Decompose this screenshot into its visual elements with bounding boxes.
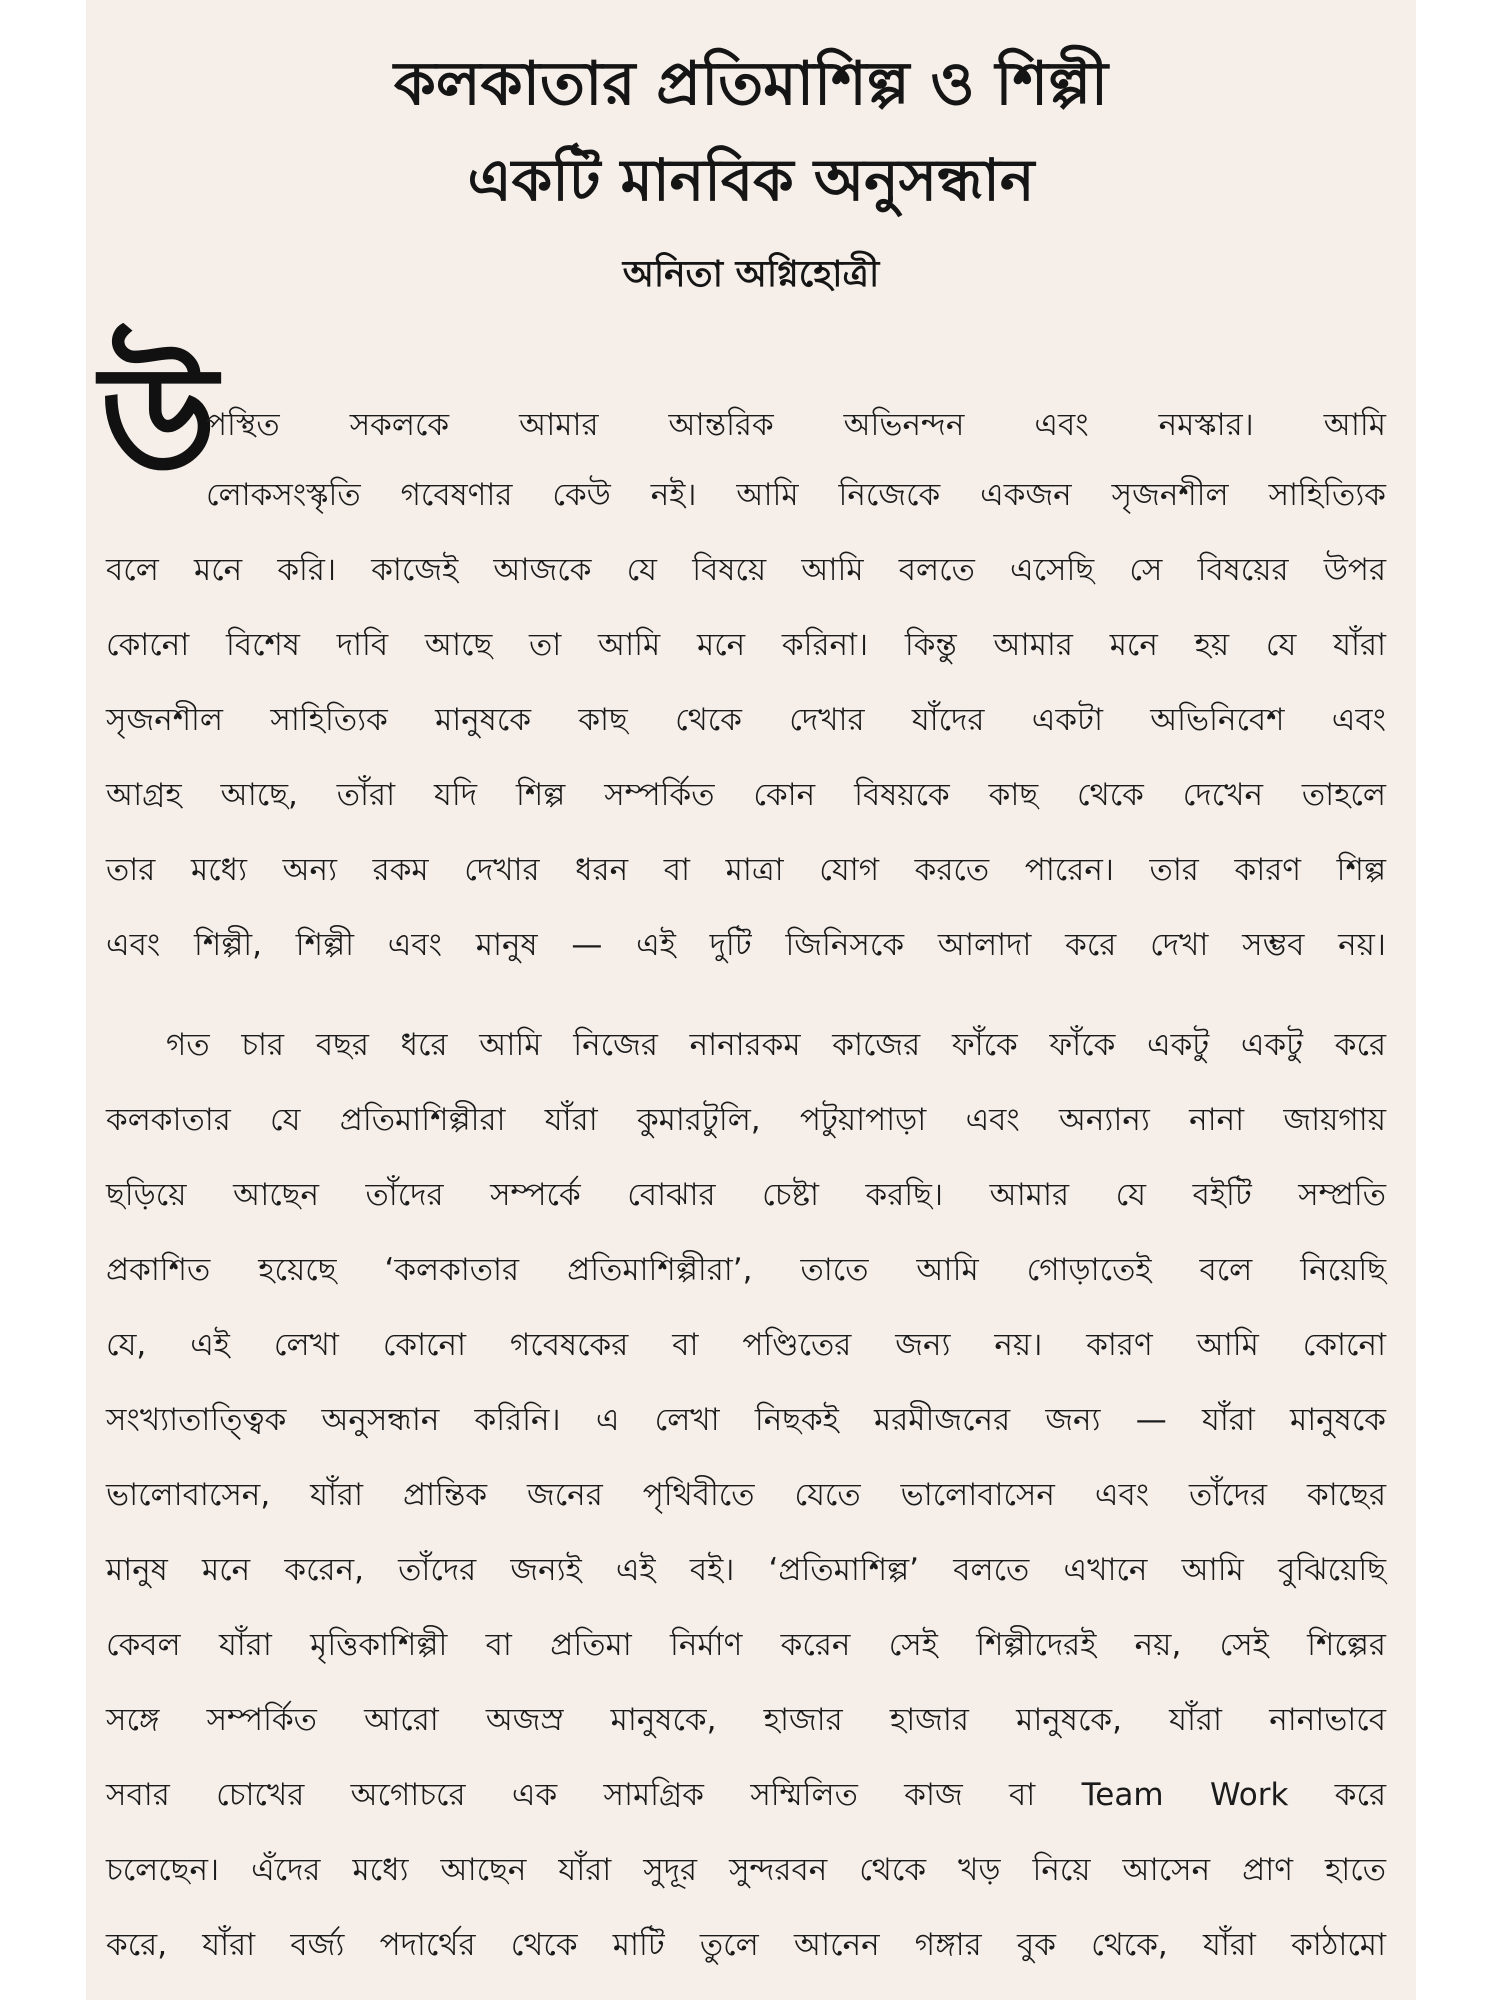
text-line: চলেছেন। এঁদের মধ্যে আছেন যাঁরা সুদূর সুন্দরবন থেকে খড় নিয়ে আসেন প্রাণ হাতে xyxy=(106,1852,1386,1888)
text-line: মানুষ মনে করেন, তাঁদের জন্যই এই বই। ‘প্রতিমাশিল্প’ বলতে এখানে আমি বুঝিয়েছি xyxy=(106,1552,1386,1588)
text-line: আগ্রহ আছে, তাঁরা যদি শিল্প সম্পর্কিত কোন বিষয়কে কাছ থেকে দেখেন তাহলে xyxy=(106,777,1386,813)
text-line: যে, এই লেখা কোনো গবেষকের বা পণ্ডিতের জন্য নয়। কারণ আমি কোনো xyxy=(106,1327,1386,1363)
text-line: লোকসংস্কৃতি গবেষণার কেউ নই। আমি নিজেকে একজন সৃজনশীল সাহিত্যিক xyxy=(206,477,1386,513)
text-line: এবং শিল্পী, শিল্পী এবং মানুষ — এই দুটি জিনিসকে আলাদা করে দেখা সম্ভব নয়। xyxy=(106,927,1386,963)
page-title: কলকাতার প্রতিমাশিল্প ও শিল্পী xyxy=(393,49,1109,119)
text-line: সৃজনশীল সাহিত্যিক মানুষকে কাছ থেকে দেখার যাঁদের একটা অভিনিবেশ এবং xyxy=(106,702,1386,738)
text-line: ছড়িয়ে আছেন তাঁদের সম্পর্কে বোঝার চেষ্টা করছি। আমার যে বইটি সম্প্রতি xyxy=(106,1177,1386,1213)
page-subtitle: একটি মানবিক অনুসন্ধান xyxy=(467,146,1035,214)
text-line: সঙ্গে সম্পর্কিত আরো অজস্র মানুষকে, হাজার হাজার মানুষকে, যাঁরা নানাভাবে xyxy=(106,1702,1386,1738)
text-line: কলকাতার যে প্রতিমাশিল্পীরা যাঁরা কুমারটুলি, পটুয়াপাড়া এবং অন্যান্য নানা জায়গায় xyxy=(106,1102,1386,1138)
text-line: পস্থিত সকলকে আমার আন্তরিক অভিনন্দন এবং নমস্কার। আমি xyxy=(206,407,1386,443)
drop-cap: উ xyxy=(100,332,217,508)
text-line: প্রকাশিত হয়েছে ‘কলকাতার প্রতিমাশিল্পীরা’, তাতে আমি গোড়াতেই বলে নিয়েছি xyxy=(106,1252,1386,1288)
text-line: সবার চোখের অগোচরে এক সামগ্রিক সম্মিলিত কাজ বা Team Work করে xyxy=(106,1777,1386,1813)
author-name: অনিতা অগ্নিহোত্রী xyxy=(622,254,880,295)
text-line: ভালোবাসেন, যাঁরা প্রান্তিক জনের পৃথিবীতে যেতে ভালোবাসেন এবং তাঁদের কাছের xyxy=(106,1477,1386,1513)
book-page xyxy=(86,0,1416,2000)
text-line: সংখ্যাতাত্ত্বিক অনুসন্ধান করিনি। এ লেখা নিছকই মরমীজনের জন্য — যাঁরা মানুষকে xyxy=(106,1402,1386,1438)
text-line: বলে মনে করি। কাজেই আজকে যে বিষয়ে আমি বলতে এসেছি সে বিষয়ের উপর xyxy=(106,552,1386,588)
text-line: তার মধ্যে অন্য রকম দেখার ধরন বা মাত্রা যোগ করতে পারেন। তার কারণ শিল্প xyxy=(106,852,1386,888)
text-line: করে, যাঁরা বর্জ্য পদার্থের থেকে মাটি তুলে আনেন গঙ্গার বুক থেকে, যাঁরা কাঠামো xyxy=(106,1927,1386,1963)
text-line: কোনো বিশেষ দাবি আছে তা আমি মনে করিনা। কিন্তু আমার মনে হয় যে যাঁরা xyxy=(106,627,1386,663)
text-line: কেবল যাঁরা মৃত্তিকাশিল্পী বা প্রতিমা নির্মাণ করেন সেই শিল্পীদেরই নয়, সেই শিল্পের xyxy=(106,1627,1386,1663)
text-line: গত চার বছর ধরে আমি নিজের নানারকম কাজের ফাঁকে ফাঁকে একটু একটু করে xyxy=(166,1027,1386,1063)
